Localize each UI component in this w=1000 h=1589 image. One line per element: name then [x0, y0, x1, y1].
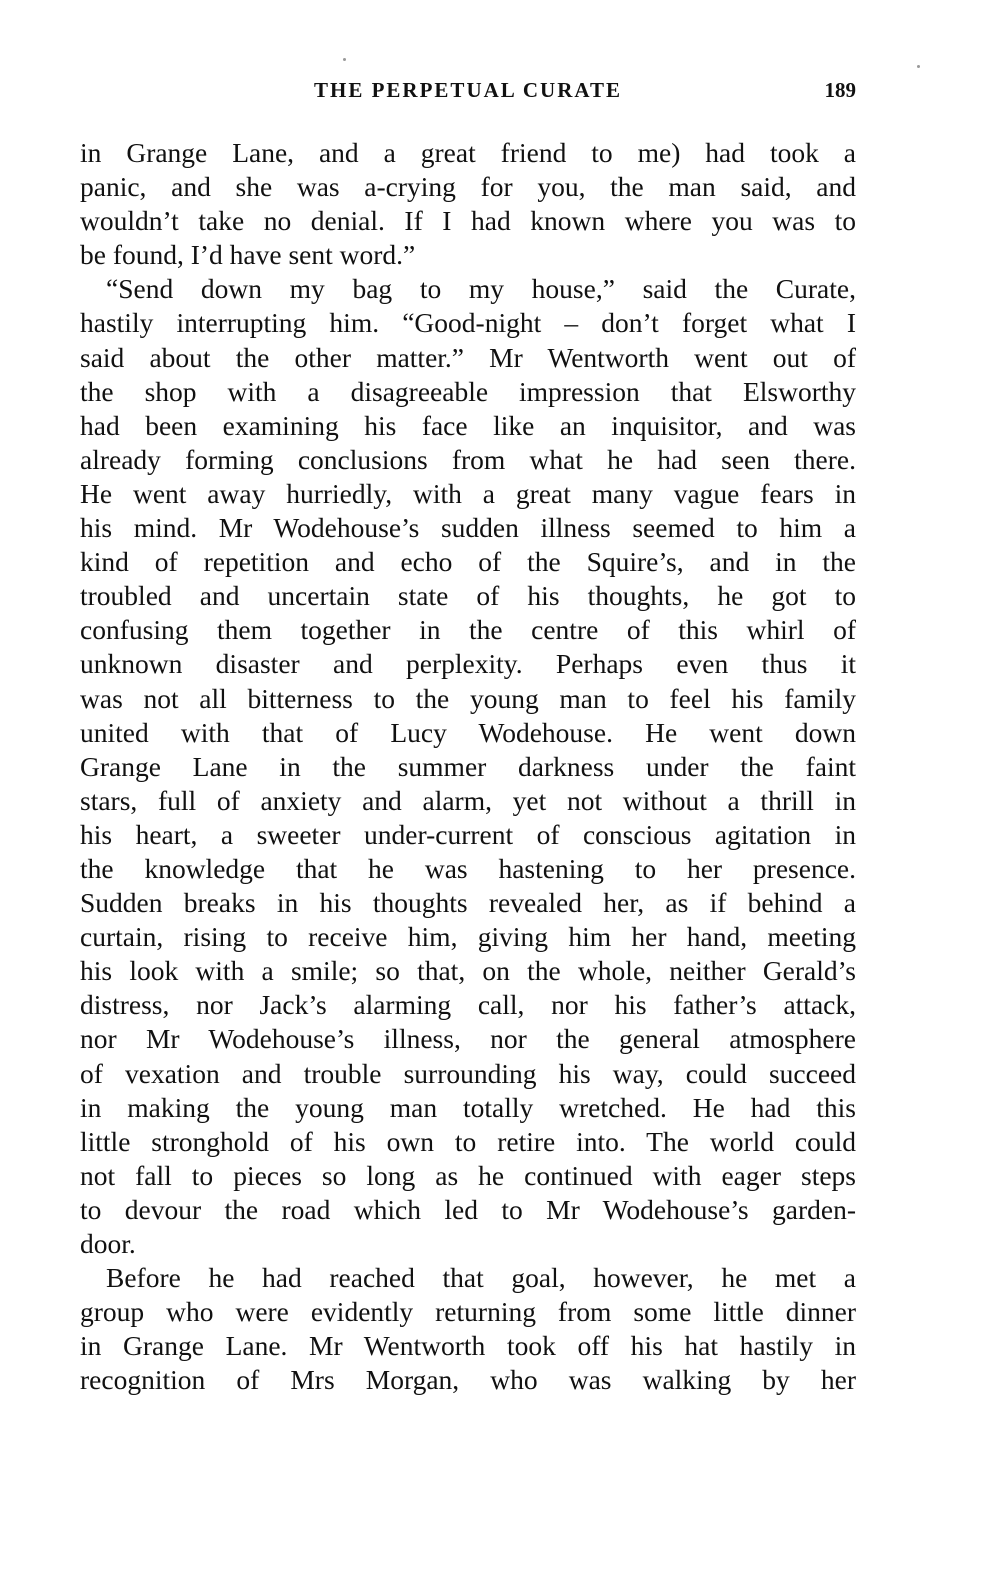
- text-line: his mind. Mr Wodehouse’s sudden illness seemed to him a: [80, 512, 856, 544]
- text-line: his look with a smile; so that, on the whole, neither Gerald’s: [80, 955, 856, 987]
- text-line: united with that of Lucy Wodehouse. He went down: [80, 716, 856, 748]
- scan-speck: [343, 58, 346, 61]
- text-line: “Send down my bag to my house,” said the Curate,: [106, 273, 856, 305]
- text-line: troubled and uncertain state of his thoughts, he got to: [80, 580, 856, 612]
- running-header: [80, 78, 856, 108]
- text-line: kind of repetition and echo of the Squire’s, and in the: [80, 546, 856, 578]
- scan-speck: [917, 65, 920, 68]
- text-line: in Grange Lane. Mr Wentworth took off his hat hastily in: [80, 1330, 856, 1362]
- text-line: recognition of Mrs Morgan, who was walking by her: [80, 1364, 856, 1396]
- text-line: of vexation and trouble surrounding his way, could succeed: [80, 1057, 856, 1089]
- text-line: Before he had reached that goal, however, he met a: [106, 1262, 856, 1294]
- text-line: said about the other matter.” Mr Wentworth went out of: [80, 341, 856, 373]
- text-line: door.: [80, 1228, 136, 1259]
- text-line: little stronghold of his own to retire into. The world could: [80, 1125, 856, 1157]
- text-line: his heart, a sweeter under-current of conscious agitation in: [80, 818, 856, 850]
- text-line: the shop with a disagreeable impression that Elsworthy: [80, 375, 856, 407]
- text-line: Sudden breaks in his thoughts revealed her, as if behind a: [80, 887, 856, 919]
- text-line: in Grange Lane, and a great friend to me) had took a: [80, 137, 856, 168]
- text-line: curtain, rising to receive him, giving him her hand, meeting: [80, 921, 856, 953]
- text-line: Grange Lane in the summer darkness under the faint: [80, 750, 856, 782]
- text-line: nor Mr Wodehouse’s illness, nor the general atmosphere: [80, 1023, 856, 1055]
- text-line: group who were evidently returning from some little dinner: [80, 1296, 856, 1328]
- text-line: unknown disaster and perplexity. Perhaps even thus it: [80, 648, 856, 680]
- page-number: 189: [824, 78, 856, 102]
- running-title: THE PERPETUAL CURATE: [314, 78, 622, 102]
- text-line: in making the young man totally wretched. He had this: [80, 1091, 856, 1123]
- body-text: [80, 136, 856, 1397]
- text-line: panic, and she was a-crying for you, the man said, and: [80, 171, 856, 203]
- text-line: be found, I’d have sent word.”: [80, 239, 416, 271]
- text-line: He went away hurriedly, with a great many vague fears in: [80, 477, 856, 509]
- text-line: already forming conclusions from what he had seen there.: [80, 443, 856, 475]
- text-line: was not all bitterness to the young man to feel his family: [80, 682, 856, 714]
- text-line: had been examining his face like an inquisitor, and was: [80, 409, 856, 441]
- text-line: wouldn’t take no denial. If I had known where you was to: [80, 205, 856, 237]
- text-line: distress, nor Jack’s alarming call, nor his father’s attack,: [80, 989, 856, 1021]
- text-line: the knowledge that he was hastening to her presence.: [80, 852, 856, 884]
- text-line: to devour the road which led to Mr Wodehouse’s garden-: [80, 1193, 856, 1225]
- text-line: hastily interrupting him. “Good-night – don’t forget what I: [80, 307, 856, 339]
- text-line: not fall to pieces so long as he continued with eager steps: [80, 1159, 856, 1191]
- text-line: stars, full of anxiety and alarm, yet not without a thrill in: [80, 784, 856, 816]
- text-line: confusing them together in the centre of this whirl of: [80, 614, 856, 646]
